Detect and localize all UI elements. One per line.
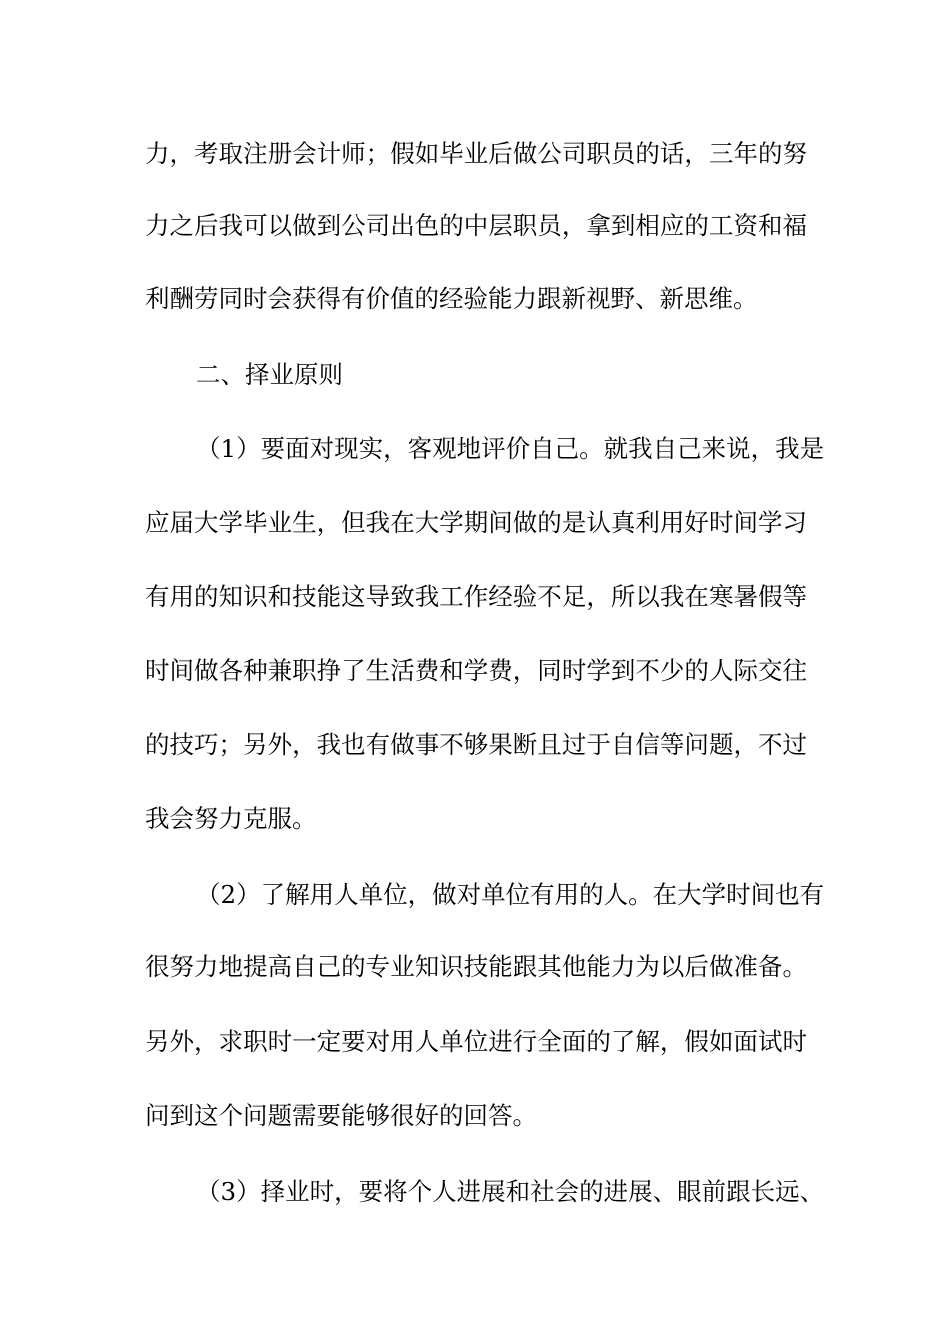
text-line: 力之后我可以做到公司出色的中层职员，拿到相应的工资和福 <box>145 211 807 240</box>
text-line: 利酬劳同时会获得有价值的经验能力跟新视野、新思维。 <box>145 284 758 313</box>
text-line: （2）了解用人单位，做对单位有用的人。在大学时间也有 <box>196 880 825 909</box>
text-line: 时间做各种兼职挣了生活费和学费，同时学到不少的人际交往 <box>145 656 807 685</box>
text-line: 力，考取注册会计师；假如毕业后做公司职员的话，三年的努 <box>145 139 807 168</box>
section-heading: 二、择业原则 <box>196 360 343 389</box>
text-line: 应届大学毕业生，但我在大学期间做的是认真利用好时间学习 <box>145 508 807 537</box>
text-line: 的技巧；另外，我也有做事不够果断且过于自信等问题，不过 <box>145 730 807 759</box>
text-line: 问到这个问题需要能够很好的回答。 <box>145 1101 537 1130</box>
text-line: 另外，求职时一定要对用人单位进行全面的了解，假如面试时 <box>145 1027 807 1056</box>
text-line: 有用的知识和技能这导致我工作经验不足，所以我在寒暑假等 <box>145 582 807 611</box>
text-line: 我会努力克服。 <box>145 804 317 833</box>
text-line: 很努力地提高自己的专业知识技能跟其他能力为以后做准备。 <box>145 952 807 981</box>
text-line: （1）要面对现实，客观地评价自己。就我自己来说，我是 <box>196 434 825 463</box>
text-line: （3）择业时，要将个人进展和社会的进展、眼前跟长远、 <box>196 1177 825 1206</box>
